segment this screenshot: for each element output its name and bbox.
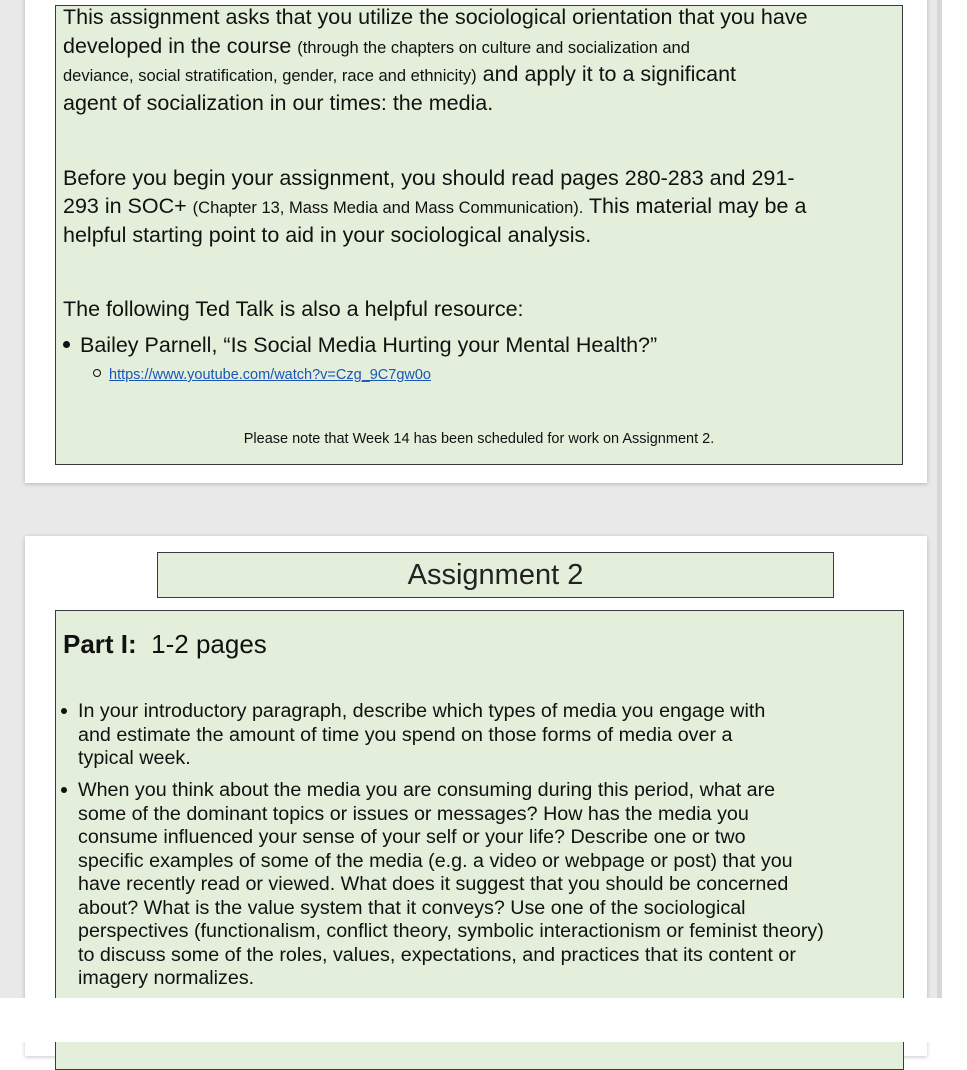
para1-line3: deviance, social stratification, gender, race and ethnicity) and apply it to a significant — [63, 62, 737, 86]
para1-line2: developed in the course (through the chapters on culture and socialization and — [63, 33, 690, 58]
bullet-intro-paragraph: In your introductory paragraph, describe which types of media you engage with and estimate the amount of time you spend on those forms of media over a typical week. — [78, 700, 765, 771]
page-bottom-area — [0, 998, 967, 1042]
bullet-icon — [61, 708, 67, 714]
slide-1 — [25, 0, 927, 483]
para2-line1: Before you begin your assignment, you should read pages 280-283 and 291- — [63, 165, 795, 190]
part-label: Part I: — [63, 629, 137, 659]
slide-2 — [25, 536, 927, 1056]
ted-talk-title: Bailey Parnell, “Is Social Media Hurting your Mental Health?” — [80, 333, 658, 357]
part-pages: 1-2 pages — [151, 629, 267, 659]
bullet-media-analysis: When you think about the media you are consuming during this period, what are some of the dominant topics or issues or messages? How has the media you consume influenced your sense of your self or your life? Describe one or two specific examples of some of the media (e.g. a video or webpage or post) that you have recently read or viewed. What does it suggest that you should be concerned about? What is the value system that it conveys? Use one of the sociological perspectives (functionalism, conflict theory, symbolic interactionism or feminist theory) to discuss some of the roles, values, expectations, and practices that its content or imagery normalizes. — [78, 779, 824, 991]
sub-bullet-icon — [93, 369, 101, 377]
bullet-icon — [63, 341, 70, 348]
schedule-note: Please note that Week 14 has been scheduled for work on Assignment 2. — [243, 431, 715, 447]
viewer-scrollbar-track[interactable] — [937, 0, 942, 998]
ted-talk-link-row — [93, 367, 431, 383]
slide-title-box — [157, 552, 834, 598]
para1-line4: agent of socialization in our times: the media. — [63, 90, 494, 115]
youtube-link[interactable]: https://www.youtube.com/watch?v=Czg_9C7gw0o — [109, 367, 431, 383]
instructions-textbox — [55, 5, 903, 465]
part-heading — [63, 629, 267, 660]
para2-line2: 293 in SOC+ (Chapter 13, Mass Media and Mass Communication). This material may be a — [63, 194, 807, 218]
para1-line1: This assignment asks that you utilize the sociological orientation that you have — [63, 5, 808, 29]
bullet-icon — [61, 787, 67, 793]
ted-talk-bullet — [63, 333, 657, 358]
ted-talk-intro: The following Ted Talk is also a helpful resource: — [63, 297, 524, 321]
para2-line3: helpful starting point to aid in your sociological analysis. — [63, 222, 592, 247]
slide-title: Assignment 2 — [407, 558, 584, 591]
